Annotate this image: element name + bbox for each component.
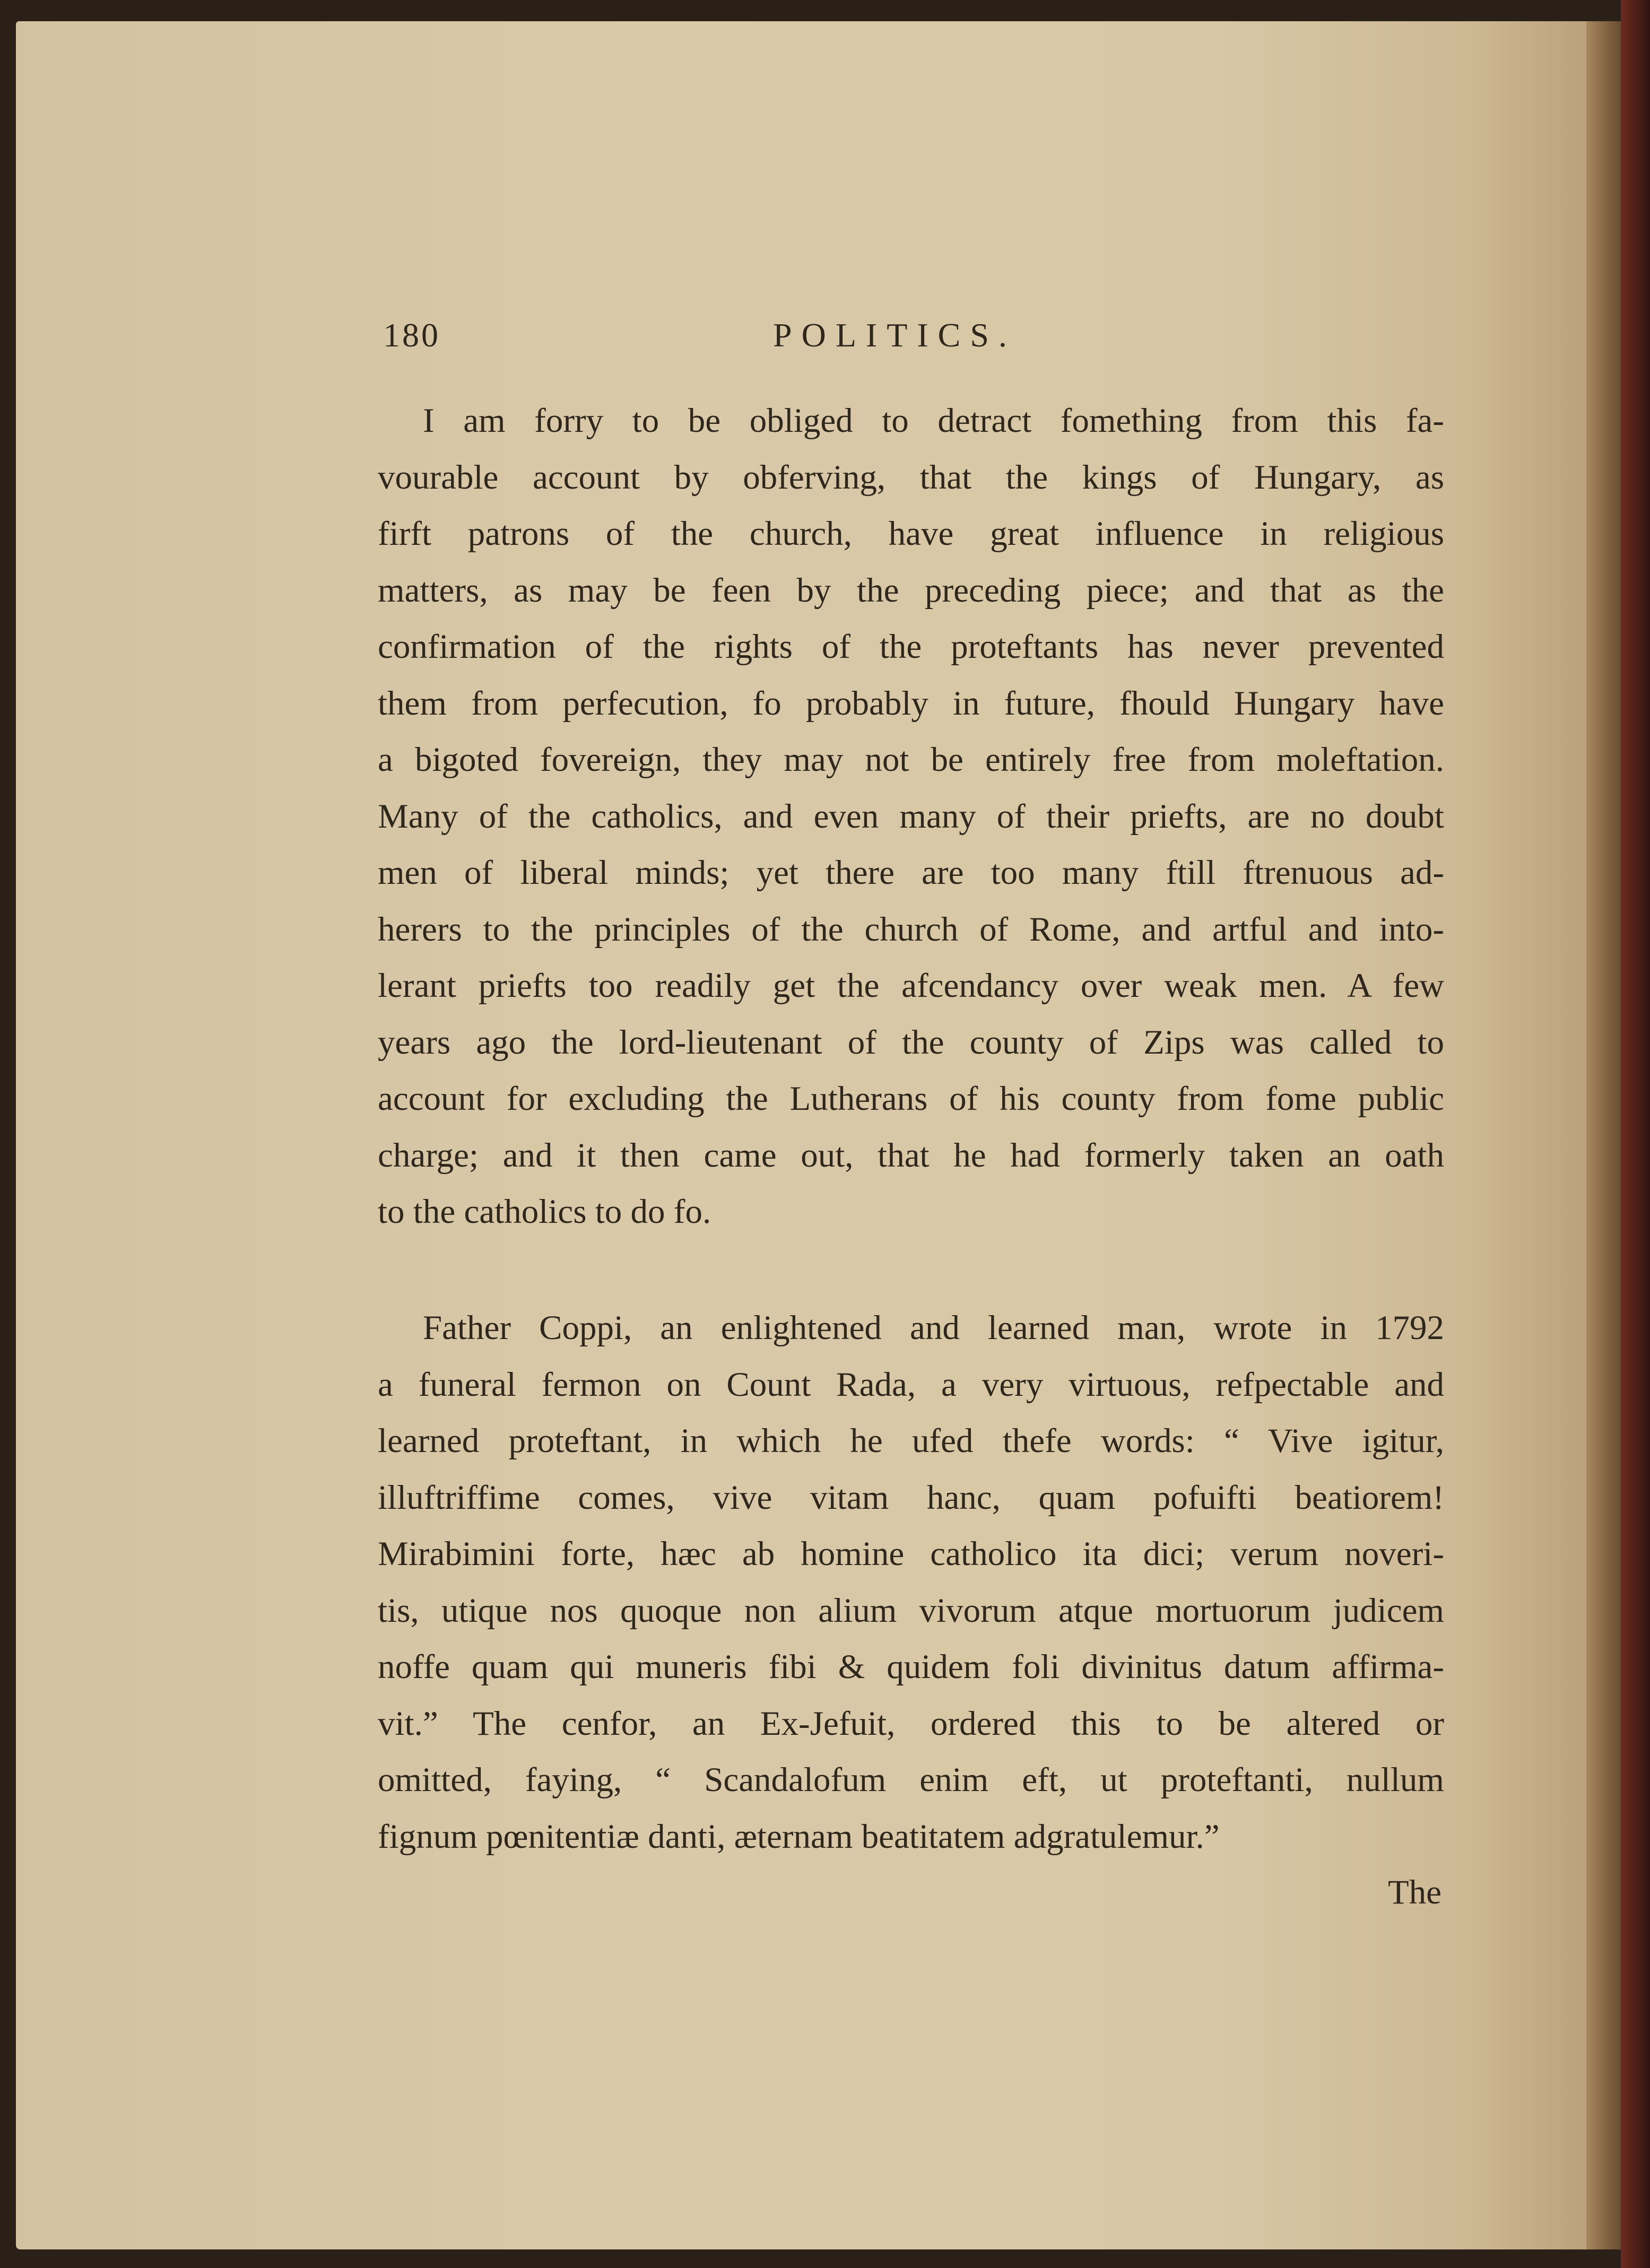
text-line: illuftriffime comes, vive vitam hanc, quam pofuifti beatiorem! xyxy=(378,1478,1444,1517)
text-line: Father Coppi, an enlightened and learned man, wrote in 1792 xyxy=(423,1309,1444,1347)
paragraph-1 xyxy=(378,393,1444,1240)
text-line: fignum pœnitentiæ danti, æternam beatitatem adgratulemur.” xyxy=(378,1817,1220,1856)
text-line: matters, as may be feen by the preceding piece; and that as the xyxy=(378,571,1444,610)
text-line: omitted, faying, “ Scandalofum enim eft, ut proteftanti, nullum xyxy=(378,1761,1444,1799)
text-line: men of liberal minds; yet there are too many ftill ftrenuous ad- xyxy=(378,854,1444,892)
text-line: firft patrons of the church, have great influence in religious xyxy=(378,515,1444,553)
text-line: Many of the catholics, and even many of their priefts, are no doubt xyxy=(378,797,1444,836)
text-line: lerant priefts too readily get the afcendancy over weak men. A few xyxy=(378,967,1444,1005)
text-line: to the catholics to do fo. xyxy=(378,1193,711,1231)
paragraph-2 xyxy=(378,1300,1444,1865)
section-title: POLITICS. xyxy=(773,316,1017,354)
text-line: them from perfecution, fo probably in future, fhould Hungary have xyxy=(378,684,1444,723)
text-line: noffe quam qui muneris fibi & quidem foli divinitus datum affirma- xyxy=(378,1648,1444,1686)
text-line: a bigoted fovereign, they may not be entirely free from moleftation. xyxy=(378,741,1444,779)
book-spine xyxy=(1621,0,1650,2268)
text-line: herers to the principles of the church of Rome, and artful and into- xyxy=(378,910,1444,949)
text-line: tis, utique nos quoque non alium vivorum atque mortuorum judicem xyxy=(378,1591,1444,1630)
text-line: charge; and it then came out, that he had formerly taken an oath xyxy=(378,1136,1444,1175)
text-line: confirmation of the rights of the proteftants has never prevented xyxy=(378,628,1444,666)
running-head xyxy=(378,316,1444,363)
text-line: learned proteftant, in which he ufed thefe words: “ Vive igitur, xyxy=(378,1422,1444,1460)
page-number: 180 xyxy=(383,316,440,354)
text-line: a funeral fermon on Count Rada, a very virtuous, refpectable and xyxy=(378,1365,1444,1404)
text-line: vit.” The cenfor, an Ex-Jefuit, ordered this to be altered or xyxy=(378,1704,1444,1743)
text-line: vourable account by obferving, that the kings of Hungary, as xyxy=(378,458,1444,497)
text-line: account for excluding the Lutherans of his county from fome public xyxy=(378,1080,1444,1118)
text-line: years ago the lord-lieutenant of the county of Zips was called to xyxy=(378,1023,1444,1062)
text-line: I am forry to be obliged to detract fomething from this fa- xyxy=(423,402,1444,440)
catchword: The xyxy=(1387,1873,1441,1911)
text-line: Mirabimini forte, hæc ab homine catholico ita dici; verum noveri- xyxy=(378,1535,1444,1573)
